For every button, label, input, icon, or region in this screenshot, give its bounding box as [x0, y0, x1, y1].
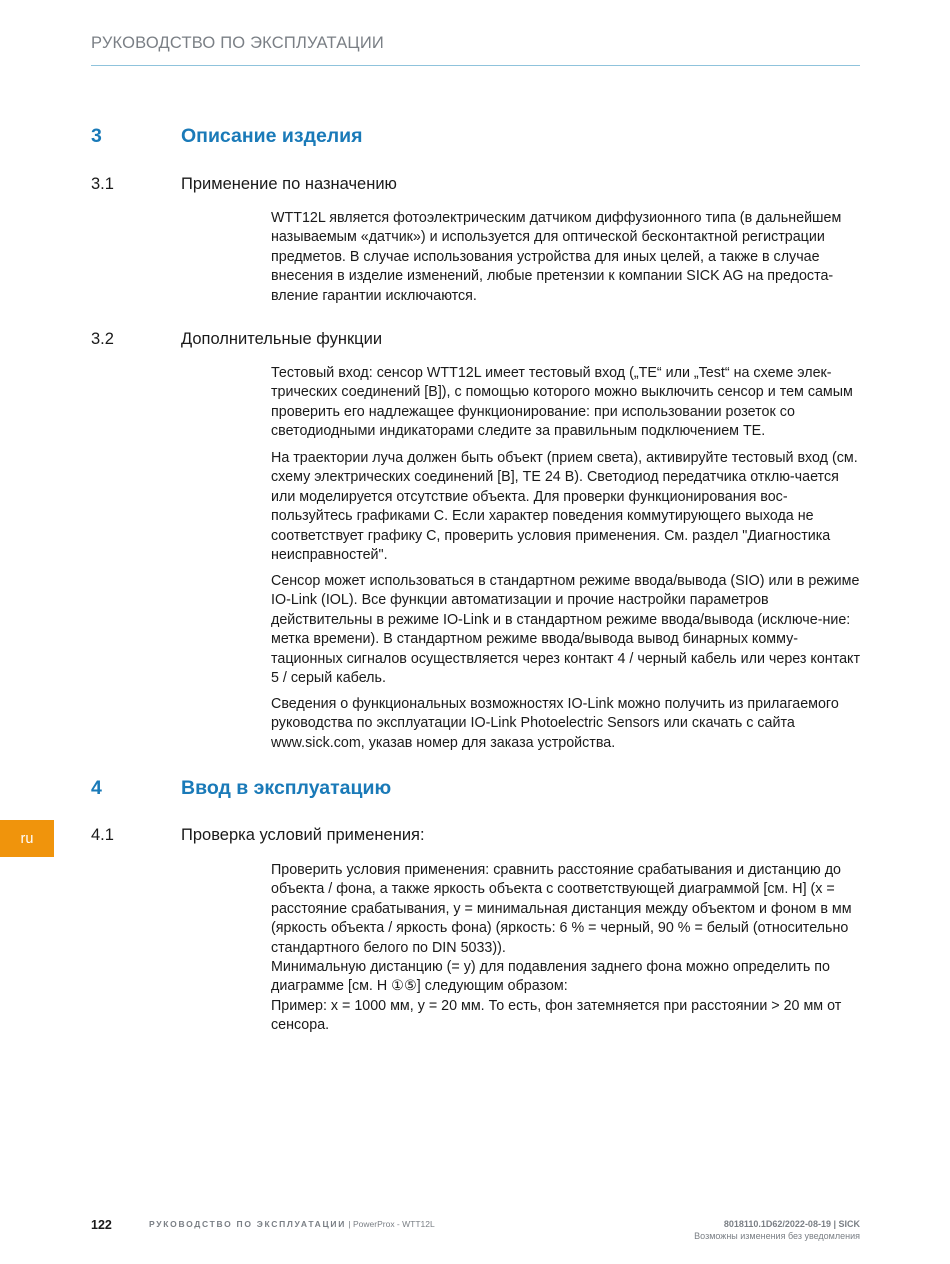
header-divider — [91, 65, 860, 66]
paragraph: WTT12L является фотоэлектрическим датчиком диффузионного типа (в дальнейшем называемым «датчик») и используется для оптической бесконтактной регистрации предметов. В случае использования устройства для иных целей, а также в случае внесения в изделие изменений, любые претензии к компании SICK AG на предоста-вление гарантии исключаются. — [271, 210, 842, 304]
section-title: Дополнительные функции — [181, 330, 383, 348]
section-number: 3.1 — [91, 175, 114, 193]
brand-name: | SICK — [830, 1219, 860, 1229]
paragraph: Проверить условия применения: сравнить расстояние срабатывания и дистанцию до объекта / фона, а также яркость объекта с соответствующей диаграммой [см. H] (x = расстояние срабатывания, y = минимальная дистанция между объектом и фоном в мм (яркость объекта / яркость фона) (яркость: 6 % = черный, 90 % = белый (относительно стандартного белого по DIN 5033)). — [271, 862, 852, 956]
section-title: Ввод в эксплуатацию — [181, 777, 392, 799]
footer-meta — [694, 1218, 860, 1242]
footer-product: | PowerProx - WTT12L — [346, 1219, 435, 1229]
footer-manual-label: РУКОВОДСТВО ПО ЭКСПЛУАТАЦИИ — [149, 1219, 347, 1229]
paragraph: Минимальную дистанцию (= y) для подавления заднего фона можно определить по диаграмме [см. H ①⑤] следующим образом: — [271, 959, 831, 995]
paragraph: Сенсор может использоваться в стандартном режиме ввода/вывода (SIO) или в режиме IO-Link (IOL). Все функции автоматизации и прочие настройки параметров действительны в режиме IO-Link и в стандартном режиме ввода/вывода (исключе-ние: метка времени). В стандартном режиме ввода/вывода вывод бинарных комму-тационных сигналов осуществляется через контакт 4 / черный кабель или через контакт 5 / серый кабель. — [271, 573, 860, 687]
section-number: 4 — [91, 777, 102, 799]
paragraph: На траектории луча должен быть объект (прием света), активируйте тестовый вход (см. схему электрических соединений [B], TE 24 B). Светодиод передатчика отклю-чается или моделируется отсутствие объекта. Для проверки функционирования вос-пользуйтесь графиками C. Если характер поведения коммутирующего выхода не соответствует графику C, проверить условия применения. См. раздел "Диагностика неисправностей". — [271, 450, 858, 564]
section-number: 3.2 — [91, 330, 114, 348]
section-title: Применение по назначению — [181, 175, 397, 193]
section-title: Описание изделия — [181, 125, 363, 147]
language-tab: ru — [0, 820, 54, 857]
running-header: РУКОВОДСТВО ПО ЭКСПЛУАТАЦИИ — [91, 34, 384, 52]
footer-doc-title — [149, 1219, 435, 1229]
paragraph: Пример: x = 1000 мм, y = 20 мм. То есть, фон затемняется при расстоянии > 20 мм от сенсора. — [271, 998, 842, 1034]
page-number: 122 — [91, 1218, 112, 1232]
section-number: 4.1 — [91, 826, 114, 844]
section-number: 3 — [91, 125, 102, 147]
paragraph: Сведения о функциональных возможностях IO-Link можно получить из прилагаемого руководства по эксплуатации IO-Link Photoelectric Sensors или скачать с сайта www.sick.com, указав номер для заказа устройства. — [271, 696, 839, 751]
change-notice: Возможны изменения без уведомления — [694, 1231, 860, 1241]
paragraph: Тестовый вход: сенсор WTT12L имеет тестовый вход („TE“ или „Test“ на схеме элек-трических соединений [B]), с помощью которого можно выключить сенсор и тем самым проверить его надлежащее функционирование: при использовании розеток со светодиодными индикаторами следите за правильным подключением TE. — [271, 365, 853, 440]
doc-code: 8018110.1D62/2022-08-19 — [723, 1219, 831, 1229]
section-title: Проверка условий применения: — [181, 826, 425, 844]
